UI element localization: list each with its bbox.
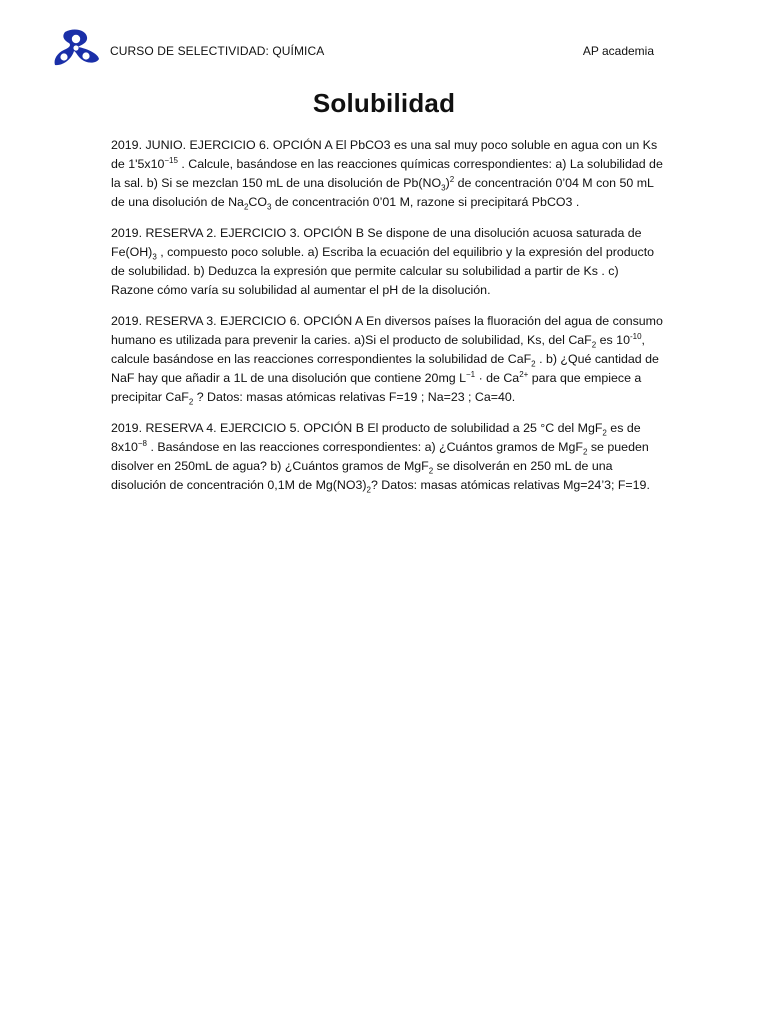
brand-name: AP academia [582,44,654,58]
exercise-2019-reserva3-6: 2019. RESERVA 3. EJERCICIO 6. OPCIÓN A En diversos países la fluoración del agua de consumo humano es utilizada para prevenir la caries. a)Si el producto de solubilidad, Ks, del CaF$_2$ es $10^{-10}$, calcule basándose en las reacciones correspondientes la solubilidad de CaF$_2$ . b) ¿Qué cantidad de NaF hay que añadir a 1L de una disolución que contiene 20mg $L^{-1}$ · de $Ca^{2+}$ para que empiece a precipitar CaF$_2$ ? Datos: masas atómicas relativas F=19 ; Na=23 ; Ca=40. [111,314,663,407]
course-title: CURSO DE SELECTIVIDAD: QUÍMICA [110,44,325,58]
ap-academia-logo [52,28,102,68]
exercise-2019-reserva2-3: 2019. RESERVA 2. EJERCICIO 3. OPCIÓN B Se dispone de una disolución acuosa saturada de $Fe(OH)_3$ , compuesto poco soluble. a) Escriba la ecuación del equilibrio y la expresión del producto de solubilidad. b) Deduzca la expresión que permite calcular su solubilidad a partir de Ks . c) Razone cómo varía su solubilidad al aumentar el pH de la disolución. [111,226,655,297]
exercise-list [111,136,663,507]
document-title: Solubilidad [312,88,456,118]
exercise-2019-junio-6: 2019. JUNIO. EJERCICIO 6. OPCIÓN A El PbCO3 es una sal muy poco soluble en agua con un Ks de $1'5x10^{-15}$ . Calcule, basándose en las reacciones químicas correspondientes: a) La solubilidad de la sal. b) Si se mezclan 150 mL de una disolución de $Pb(NO_3)^2$ de concentración 0’04 M con 50 mL de una disolución de $Na_2CO_3$ de concentración 0’01 M, razone si precipitará PbCO3 . [111,138,663,212]
exercise-2019-reserva4-5: 2019. RESERVA 4. EJERCICIO 5. OPCIÓN B El producto de solubilidad a 25 °C del MgF$_2$ es de $8x10^{-8}$ . Basándose en las reacciones correspondientes: a) ¿Cuántos gramos de MgF$_2$ se pueden disolver en 250mL de agua? b) ¿Cuántos gramos de MgF$_2$ se disolverán en 250 mL de una disolución de concentración 0,1M de $Mg(NO3)_2$? Datos: masas atómicas relativas Mg=24’3; F=19. [111,421,650,495]
page-header [52,28,662,72]
